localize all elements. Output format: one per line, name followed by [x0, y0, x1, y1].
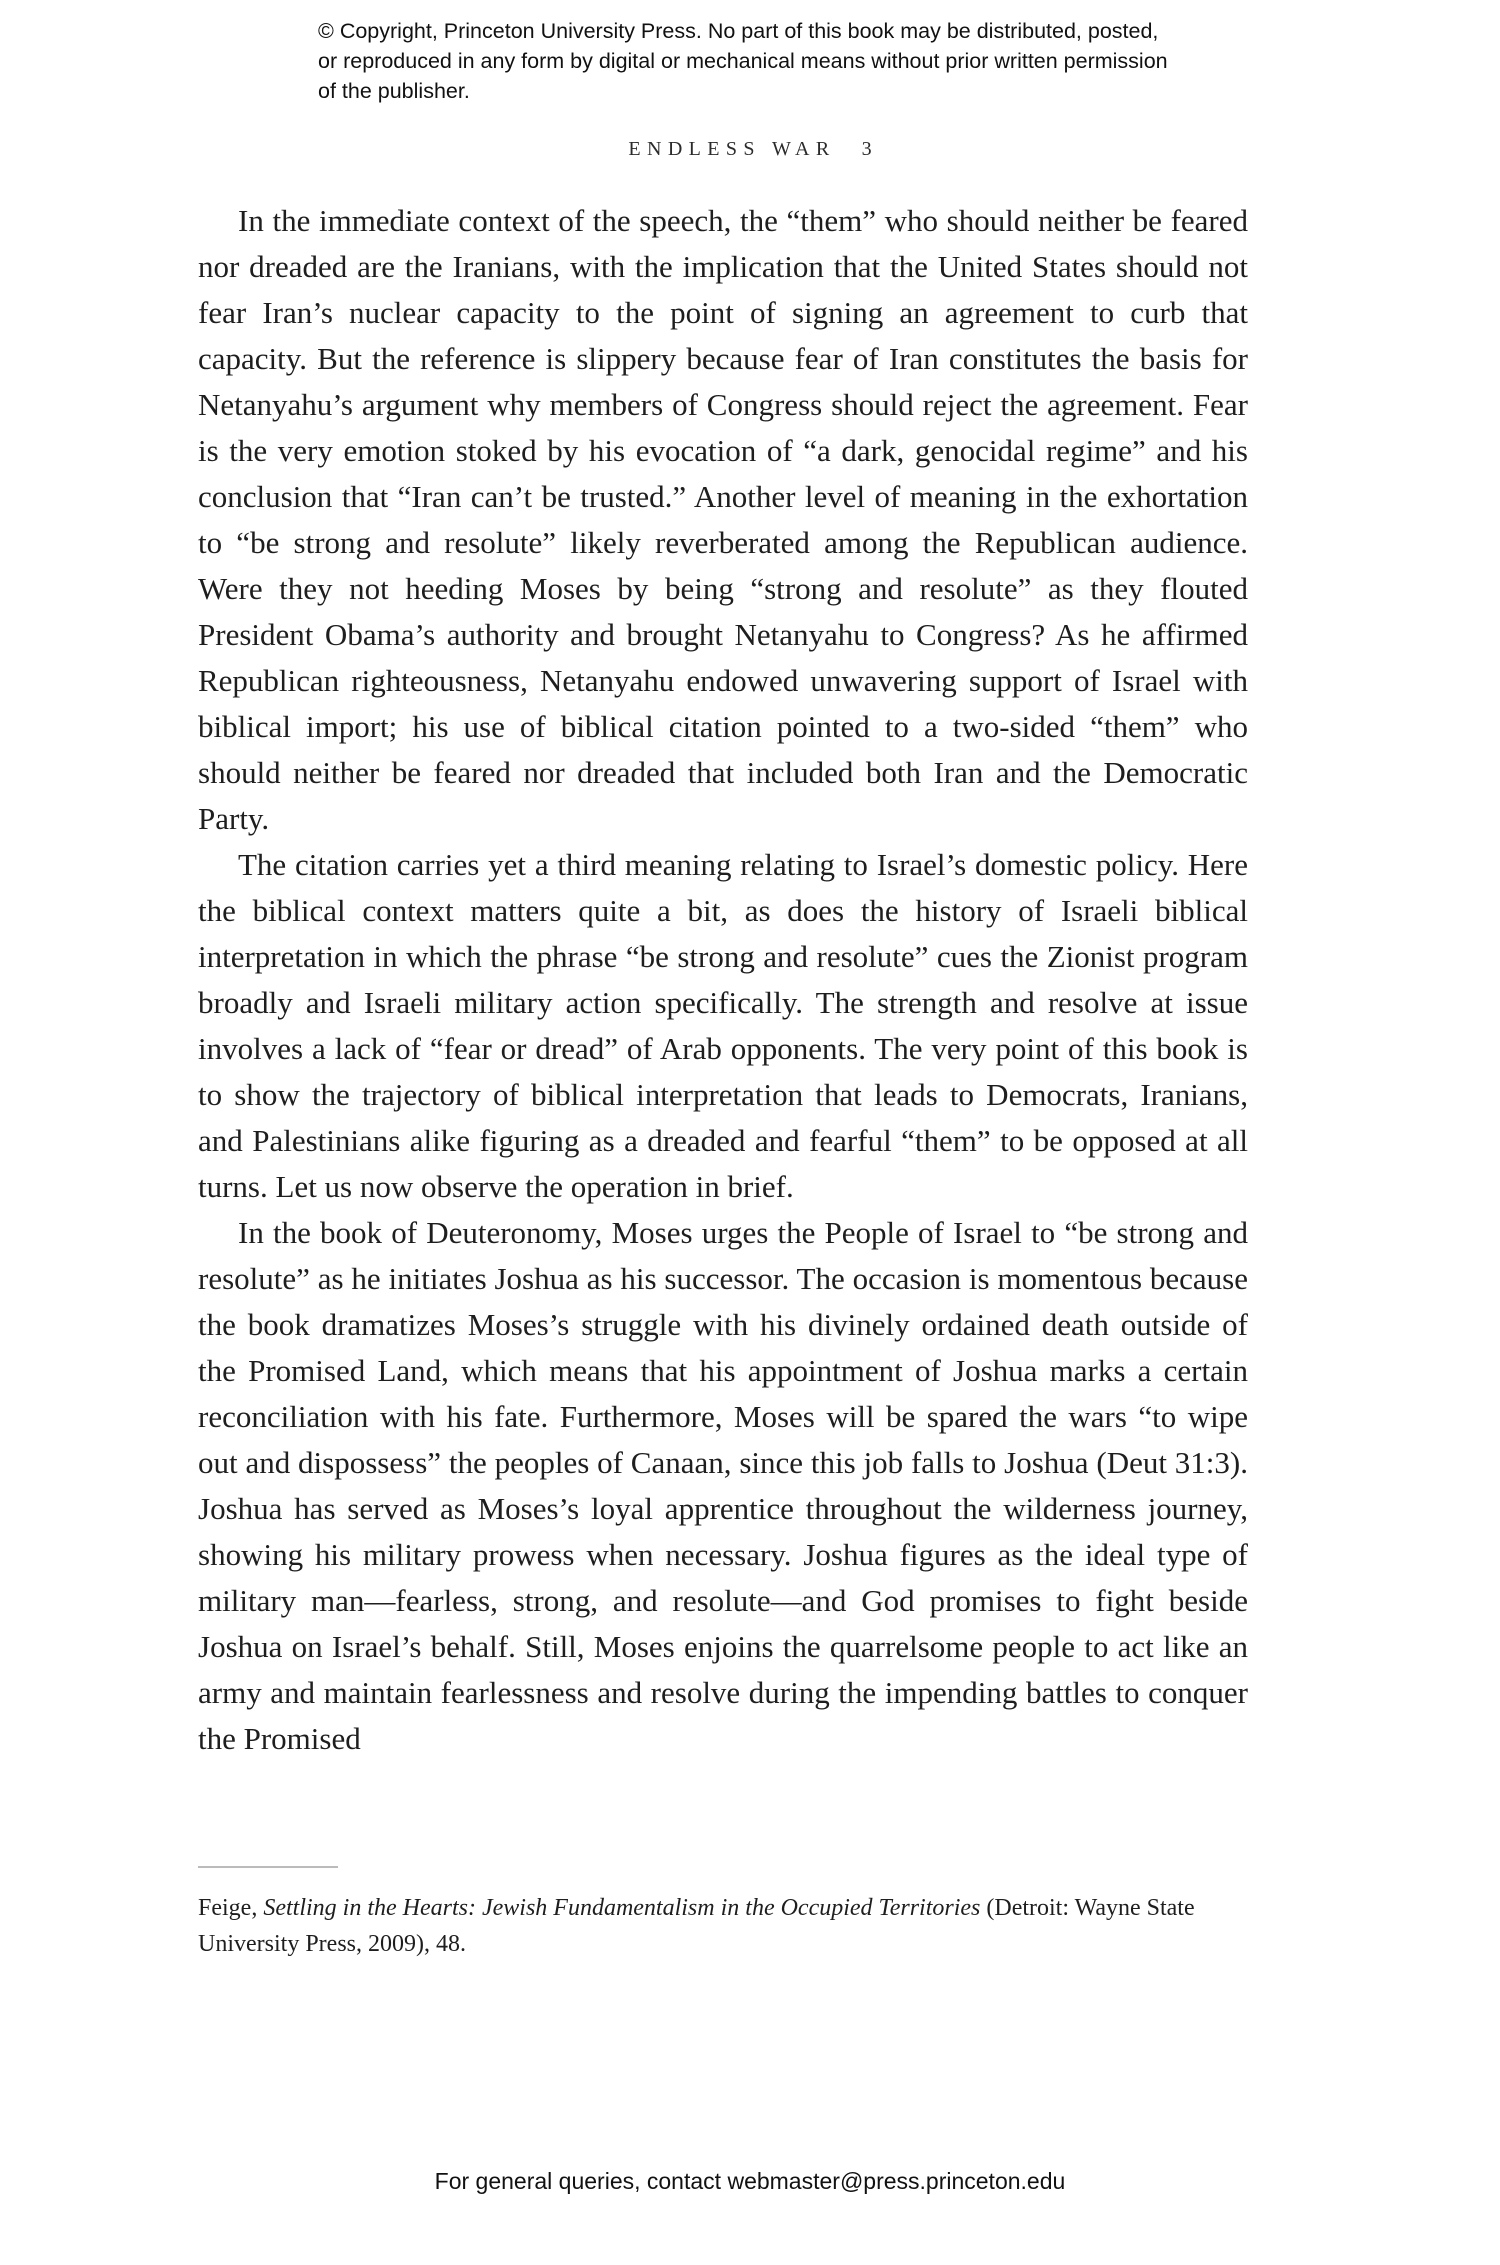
- running-head-title: ENDLESS WAR: [628, 138, 836, 160]
- webmaster-email-link[interactable]: webmaster@press.princeton.edu: [727, 2168, 1066, 2194]
- body-paragraph: The citation carries yet a third meaning relating to Israel’s domestic policy. Here the biblical context matters quite a bit, as does the history of Israeli biblical interpretation in which the phrase “be strong and resolute” cues the Zionist program broadly and Israeli military action specifically. The strength and resolve at issue involves a lack of “fear or dread” of Arab opponents. The very point of this book is to show the trajectory of biblical interpretation that leads to Democrats, Iranians, and Palestinians alike figuring as a dreaded and fearful “them” to be opposed at all turns. Let us now observe the operation in brief.: [198, 847, 1248, 1204]
- footer-text: For general queries, contact: [434, 2168, 728, 2194]
- body-paragraph: In the immediate context of the speech, the “them” who should neither be feared nor dreaded are the Iranians, with the implication that the United States should not fear Iran’s nuclear capacity to the point of signing an agreement to curb that capacity. But the reference is slippery because fear of Iran constitutes the basis for Netanyahu’s argument why members of Congress should reject the agreement. Fear is the very emotion stoked by his evocation of “a dark, genocidal regime” and his conclusion that “Iran can’t be trusted.” Another level of meaning in the exhortation to “be strong and resolute” likely reverberated among the Republican audience. Were they not heeding Moses by being “strong and resolute” as they flouted President Obama’s authority and brought Netanyahu to Congress? As he affirmed Republican righteousness, Netanyahu endowed unwavering support of Israel with biblical import; his use of biblical citation pointed to a two-sided “them” who should neither be feared nor dreaded that included both Iran and the Democratic Party.: [198, 203, 1248, 836]
- footnote-book-title: Settling in the Hearts: Jewish Fundamentalism in the Occupied Territories: [263, 1895, 981, 1921]
- footnote-rule: [198, 1866, 338, 1868]
- footnote-block: [198, 1866, 1248, 1962]
- footnote: [198, 1890, 1248, 1962]
- footnote-suffix: (Detroit: Wayne State University Press, 2009), 48.: [198, 1895, 1195, 1957]
- page-number: 3: [861, 138, 872, 160]
- running-head: [0, 138, 1500, 161]
- body-text: [198, 198, 1248, 1762]
- footnote-prefix: Feige,: [198, 1895, 264, 1921]
- copyright-notice: © Copyright, Princeton University Press. No part of this book may be distributed, posted, or reproduced in any form by digital or mechanical means without prior written permission of the publisher.: [318, 19, 1168, 103]
- footer: [0, 2168, 1500, 2195]
- body-paragraph: In the book of Deuteronomy, Moses urges the People of Israel to “be strong and resolute” as he initiates Joshua as his successor. The occasion is momentous because the book dramatizes Moses’s struggle with his divinely ordained death outside of the Promised Land, which means that his appointment of Joshua marks a certain reconciliation with his fate. Furthermore, Moses will be spared the wars “to wipe out and dispossess” the peoples of Canaan, since this job falls to Joshua (Deut 31:3). Joshua has served as Moses’s loyal apprentice throughout the wilderness journey, showing his military prowess when necessary. Joshua figures as the ideal type of military man—fearless, strong, and resolute—and God promises to fight beside Joshua on Israel’s behalf. Still, Moses enjoins the quarrelsome people to act like an army and maintain fearlessness and resolve during the impending battles to conquer the Promised: [198, 1215, 1248, 1756]
